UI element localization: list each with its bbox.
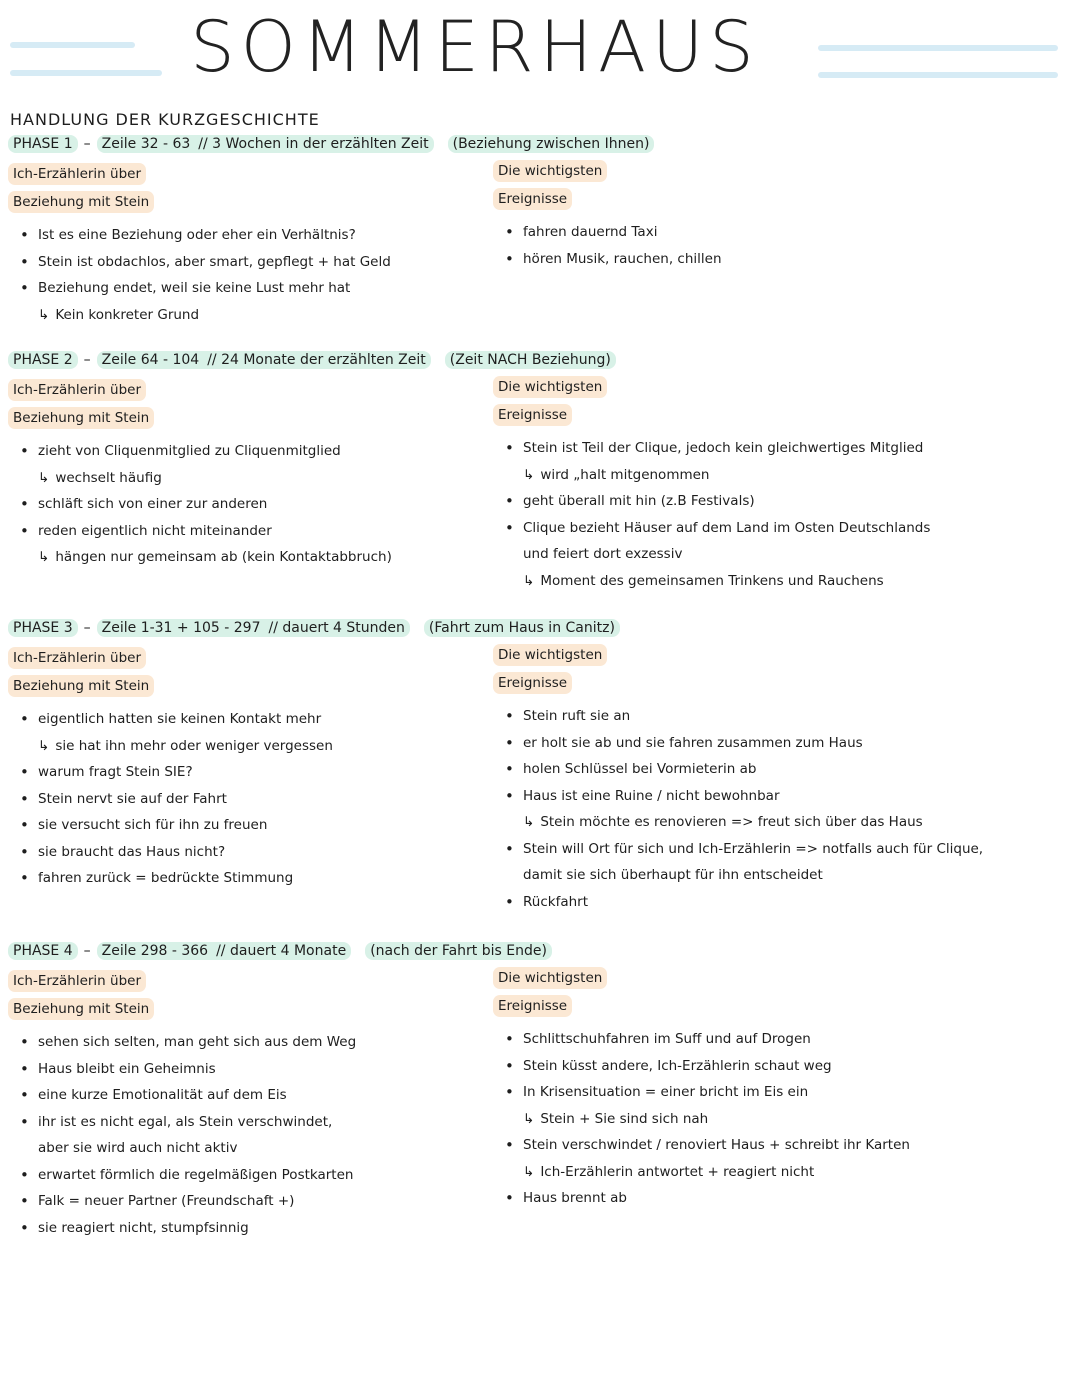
list-item (8, 786, 478, 813)
list-item-text: eine kurze Emotionalität auf dem Eis (38, 1087, 287, 1103)
list-item-text: Haus brennt ab (523, 1190, 627, 1206)
list-item (8, 1029, 478, 1056)
dash-separator: – (83, 943, 91, 959)
list-item-text: fahren zurück = bedrückte Stimmung (38, 870, 294, 886)
list-item-text: Falk = neuer Partner (Freundschaft +) (38, 1193, 295, 1209)
list-item (493, 515, 1073, 542)
right-heading-wrap (493, 376, 1073, 401)
phase-lines-group (97, 351, 431, 369)
phase-header (8, 620, 620, 636)
right-heading-wrap (493, 188, 1073, 213)
phase-label: PHASE 2 (8, 351, 78, 369)
phase-lines: Zeile 298 - 366 (101, 943, 209, 959)
left-heading-1: Ich-Erzählerin über (8, 163, 146, 185)
list-item (8, 249, 478, 276)
list-item-text: Beziehung endet, weil sie keine Lust mehr hat (38, 280, 351, 296)
left-heading-2: Beziehung mit Stein (8, 998, 154, 1020)
right-heading-1: Die wichtigsten (493, 160, 607, 182)
phase-section (0, 352, 1080, 652)
list-item-text: schläft sich von einer zur anderen (38, 496, 268, 512)
phase-label: PHASE 4 (8, 942, 78, 960)
phase-note: (Fahrt zum Haus in Canitz) (424, 619, 620, 637)
list-item (8, 491, 478, 518)
list-item (8, 1215, 478, 1242)
list-item (8, 302, 478, 329)
list-item-text: ihr ist es nicht egal, als Stein verschwindet, (38, 1113, 333, 1130)
page-title: SOMMERHAUS (190, 6, 760, 88)
phase-label: PHASE 1 (8, 135, 78, 153)
list-item (493, 836, 1073, 863)
arrow-icon: ↳ (523, 814, 535, 830)
arrow-icon: ↳ (523, 572, 535, 589)
list-item-text: Stein + Sie sind sich nah (540, 1110, 709, 1127)
list-item-text: hören Musik, rauchen, chillen (523, 250, 722, 267)
right-heading-wrap (493, 404, 1073, 429)
list-item (8, 1082, 478, 1109)
phase-note: (nach der Fahrt bis Ende) (365, 942, 552, 960)
list-item (8, 465, 478, 492)
right-list (493, 435, 1073, 594)
left-heading-2: Beziehung mit Stein (8, 675, 154, 697)
phase-duration: // dauert 4 Stunden (268, 620, 405, 636)
title-line-right-2 (818, 72, 1058, 78)
list-item (8, 1056, 478, 1083)
list-item (8, 1162, 478, 1189)
list-item-text: erwartet förmlich die regelmäßigen Postkarten (38, 1166, 354, 1183)
list-item (8, 222, 478, 249)
arrow-icon: ↳ (38, 469, 50, 486)
list-item (8, 544, 478, 571)
phase-label: PHASE 3 (8, 619, 78, 637)
left-heading-wrap (8, 647, 478, 672)
list-item-text: er holt sie ab und sie fahren zusammen zum Haus (523, 734, 863, 751)
right-heading-wrap (493, 995, 1073, 1020)
phase-lines: Zeile 64 - 104 (101, 352, 200, 368)
list-item (493, 1185, 1073, 1212)
list-item-text: hängen nur gemeinsam ab (kein Kontaktabbruch) (55, 549, 392, 565)
list-item (493, 541, 1073, 568)
phase-duration: // 3 Wochen in der erzählten Zeit (198, 136, 429, 152)
left-heading-wrap (8, 407, 478, 432)
list-item-text: eigentlich hatten sie keinen Kontakt mehr (38, 711, 322, 727)
list-item-text: Stein ruft sie an (523, 708, 631, 724)
list-item (8, 733, 478, 760)
title-row (0, 8, 1080, 90)
left-column (8, 647, 478, 892)
arrow-icon: ↳ (523, 1110, 535, 1127)
title-line-right-1 (818, 45, 1058, 51)
list-item-text: Schlittschuhfahren im Suff und auf Drogen (523, 1031, 811, 1047)
right-column (493, 160, 1073, 272)
list-item-text: sie braucht das Haus nicht? (38, 843, 226, 860)
left-column (8, 379, 478, 571)
list-item-text: Ist es eine Beziehung oder eher ein Verhältnis? (38, 227, 356, 243)
list-item-text: aber sie wird auch nicht aktiv (38, 1140, 238, 1156)
list-item (493, 862, 1073, 889)
left-heading-1: Ich-Erzählerin über (8, 970, 146, 992)
list-item (8, 275, 478, 302)
list-item (8, 438, 478, 465)
list-item-text: Clique bezieht Häuser auf dem Land im Osten Deutschlands (523, 519, 931, 536)
list-item-text: Stein möchte es renovieren => freut sich über das Haus (540, 814, 923, 830)
list-item-text: sehen sich selten, man geht sich aus dem Weg (38, 1034, 357, 1050)
phase-section (0, 620, 1080, 920)
list-item-text: sie versucht sich für ihn zu freuen (38, 817, 268, 833)
list-item (493, 1079, 1073, 1106)
right-list (493, 703, 1073, 915)
list-item-text: wird „halt mitgenommen (540, 466, 710, 483)
list-item-text: zieht von Cliquenmitglied zu Cliquenmitglied (38, 443, 341, 459)
phase-note: (Beziehung zwischen Ihnen) (448, 135, 655, 153)
left-heading-wrap (8, 379, 478, 404)
phase-duration: // 24 Monate der erzählten Zeit (207, 352, 426, 368)
list-item (493, 219, 1073, 246)
left-column (8, 970, 478, 1241)
list-item (493, 1106, 1073, 1133)
phase-lines-group (97, 942, 352, 960)
phase-duration: // dauert 4 Monate (216, 943, 347, 959)
left-heading-wrap (8, 675, 478, 700)
right-heading-2: Ereignisse (493, 188, 572, 210)
left-heading-wrap (8, 163, 478, 188)
left-heading-1: Ich-Erzählerin über (8, 647, 146, 669)
list-item-text: Haus bleibt ein Geheimnis (38, 1060, 216, 1077)
list-item (493, 1053, 1073, 1080)
list-item (493, 246, 1073, 273)
dash-separator: – (83, 620, 91, 636)
list-item-text: Stein verschwindet / renoviert Haus + schreibt ihr Karten (523, 1137, 910, 1153)
list-item (493, 462, 1073, 489)
list-item (493, 889, 1073, 916)
arrow-icon: ↳ (523, 1163, 535, 1180)
right-column (493, 967, 1073, 1212)
list-item (493, 568, 1073, 595)
list-item-text: Kein konkreter Grund (55, 306, 200, 323)
list-item (493, 1026, 1073, 1053)
right-column (493, 376, 1073, 594)
left-heading-wrap (8, 970, 478, 995)
phase-header (8, 352, 616, 368)
right-heading-1: Die wichtigsten (493, 644, 607, 666)
list-item (493, 435, 1073, 462)
list-item-text: Stein nervt sie auf der Fahrt (38, 790, 227, 807)
right-heading-1: Die wichtigsten (493, 376, 607, 398)
list-item (493, 703, 1073, 730)
right-heading-1: Die wichtigsten (493, 967, 607, 989)
list-item (8, 759, 478, 786)
list-item-text: und feiert dort exzessiv (523, 546, 683, 562)
phase-lines-group (97, 619, 410, 637)
right-heading-2: Ereignisse (493, 672, 572, 694)
list-item-text: Rückfahrt (523, 893, 588, 910)
list-item-text: Haus ist eine Ruine / nicht bewohnbar (523, 787, 780, 804)
phase-lines: Zeile 32 - 63 (101, 136, 191, 152)
list-item-text: reden eigentlich nicht miteinander (38, 522, 272, 539)
list-item-text: warum fragt Stein SIE? (38, 764, 193, 780)
list-item (8, 865, 478, 892)
list-item-text: geht überall mit hin (z.B Festivals) (523, 493, 755, 509)
list-item (493, 1159, 1073, 1186)
left-column (8, 163, 478, 328)
left-heading-2: Beziehung mit Stein (8, 407, 154, 429)
list-item (493, 1132, 1073, 1159)
dash-separator: – (83, 352, 91, 368)
list-item (8, 1109, 478, 1136)
phase-section (0, 943, 1080, 1243)
arrow-icon: ↳ (38, 549, 50, 565)
phase-note: (Zeit NACH Beziehung) (445, 351, 616, 369)
list-item (8, 518, 478, 545)
list-item-text: holen Schlüssel bei Vormieterin ab (523, 761, 757, 777)
list-item (493, 783, 1073, 810)
right-heading-wrap (493, 644, 1073, 669)
list-item-text: In Krisensituation = einer bricht im Eis ein (523, 1084, 809, 1100)
list-item (493, 809, 1073, 836)
title-line-left-1 (10, 42, 135, 48)
list-item (493, 756, 1073, 783)
arrow-icon: ↳ (38, 306, 50, 323)
list-item-text: Moment des gemeinsamen Trinkens und Rauchens (540, 572, 884, 589)
list-item (8, 1135, 478, 1162)
phase-header (8, 136, 654, 152)
left-heading-wrap (8, 191, 478, 216)
list-item-text: wechselt häufig (55, 469, 162, 486)
left-list (8, 222, 478, 328)
left-heading-1: Ich-Erzählerin über (8, 379, 146, 401)
list-item-text: Stein will Ort für sich und Ich-Erzählerin => notfalls auch für Clique, (523, 840, 984, 857)
list-item-text: Stein ist Teil der Clique, jedoch kein gleichwertiges Mitglied (523, 440, 924, 456)
list-item-text: Stein ist obdachlos, aber smart, gepflegt + hat Geld (38, 253, 391, 270)
list-item (8, 706, 478, 733)
left-heading-2: Beziehung mit Stein (8, 191, 154, 213)
left-list (8, 1029, 478, 1241)
list-item-text: sie reagiert nicht, stumpfsinnig (38, 1219, 249, 1236)
dash-separator: – (83, 136, 91, 152)
right-heading-2: Ereignisse (493, 404, 572, 426)
arrow-icon: ↳ (38, 737, 50, 754)
list-item-text: damit sie sich überhaupt für ihn entscheidet (523, 867, 823, 883)
list-item-text: fahren dauernd Taxi (523, 224, 658, 240)
right-list (493, 219, 1073, 272)
list-item-text: Stein küsst andere, Ich-Erzählerin schaut weg (523, 1057, 832, 1074)
phase-header (8, 943, 552, 959)
left-list (8, 438, 478, 571)
subtitle: HANDLUNG DER KURZGESCHICHTE (10, 110, 320, 129)
list-item (493, 488, 1073, 515)
left-heading-wrap (8, 998, 478, 1023)
right-heading-2: Ereignisse (493, 995, 572, 1017)
list-item (8, 839, 478, 866)
right-column (493, 644, 1073, 915)
list-item (493, 730, 1073, 757)
list-item (8, 812, 478, 839)
list-item (8, 1188, 478, 1215)
right-heading-wrap (493, 967, 1073, 992)
arrow-icon: ↳ (523, 466, 535, 483)
left-list (8, 706, 478, 892)
list-item-text: sie hat ihn mehr oder weniger vergessen (55, 737, 333, 754)
right-list (493, 1026, 1073, 1212)
right-heading-wrap (493, 160, 1073, 185)
title-line-left-2 (10, 70, 162, 76)
list-item-text: Ich-Erzählerin antwortet + reagiert nicht (540, 1163, 815, 1180)
phase-lines: Zeile 1-31 + 105 - 297 (101, 620, 261, 636)
phase-lines-group (97, 135, 434, 153)
right-heading-wrap (493, 672, 1073, 697)
